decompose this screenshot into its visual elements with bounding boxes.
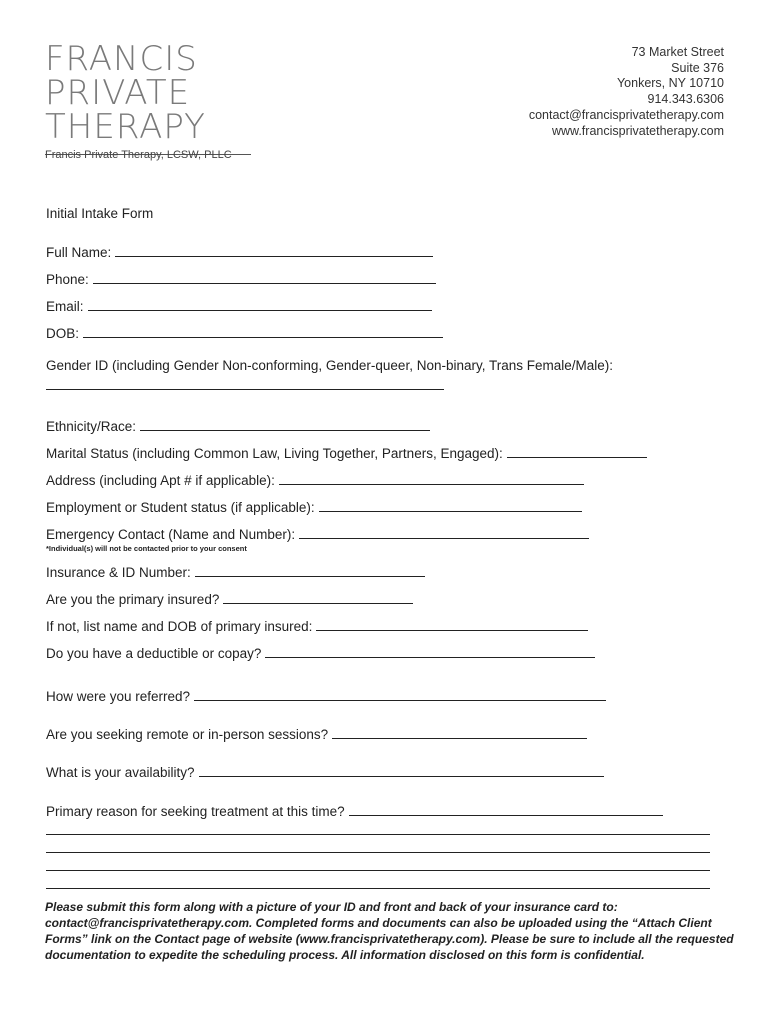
emergency-field [46, 527, 589, 542]
full-name-input[interactable] [115, 246, 433, 257]
reason-line-2[interactable] [46, 834, 710, 835]
reason-line-3[interactable] [46, 852, 710, 853]
contact-city: Yonkers, NY 10710 [616, 76, 724, 91]
emergency-footnote: *Individual(s) will not be contacted prior to your consent [46, 544, 247, 553]
address-label: Address (including Apt # if applicable): [46, 473, 275, 488]
deductible-label: Do you have a deductible or copay? [46, 646, 262, 661]
reason-label: Primary reason for seeking treatment at this time? [46, 804, 345, 819]
reason-line-4[interactable] [46, 870, 710, 871]
ethnicity-input[interactable] [140, 420, 430, 431]
gender-label: Gender ID (including Gender Non-conforming, Gender-queer, Non-binary, Trans Female/Male): [46, 358, 614, 373]
employment-field [46, 500, 582, 515]
marital-label: Marital Status (including Common Law, Living Together, Partners, Engaged): [46, 446, 503, 461]
primary-insured-field [46, 592, 413, 607]
ethnicity-field [46, 419, 430, 434]
emergency-input[interactable] [299, 528, 589, 539]
contact-block [529, 45, 724, 139]
reason-field [46, 804, 663, 819]
availability-input[interactable] [199, 766, 604, 777]
marital-input[interactable] [507, 447, 647, 458]
form-title: Initial Intake Form [46, 206, 154, 221]
logo-line-2: PRIVATE [45, 73, 191, 113]
sessions-input[interactable] [332, 728, 587, 739]
contact-street: 73 Market Street [631, 45, 724, 59]
referred-label: How were you referred? [46, 689, 191, 704]
employment-input[interactable] [319, 501, 582, 512]
firm-name: Francis Private Therapy, LCSW, PLLC [45, 149, 232, 161]
reason-input[interactable] [349, 805, 663, 816]
insurance-field [46, 565, 425, 580]
dob-field [46, 326, 443, 341]
reason-line-5[interactable] [46, 888, 710, 889]
availability-field [46, 765, 604, 780]
full-name-label: Full Name: [46, 245, 112, 260]
sessions-field [46, 727, 587, 742]
primary-insured-input[interactable] [223, 593, 413, 604]
gender-input[interactable] [46, 389, 444, 390]
logo-line-3: THERAPY [45, 107, 206, 147]
contact-phone: 914.343.6306 [647, 92, 724, 107]
primary-insured-label: Are you the primary insured? [46, 592, 220, 607]
referred-field [46, 689, 606, 704]
logo-line-1: FRANCIS [45, 39, 198, 79]
submission-instructions: Please submit this form along with a picture of your ID and front and back of your insurance card to: contact@francisprivatetherapy.com. Completed forms and documents can also be uploaded using the “Attach Client Forms” link on the Contact page of website (www.francisprivatetherapy.com). Please be sure to include all the requested documentation to expedite the scheduling process. All information disclosed on this form is confidential. [45, 900, 734, 962]
marital-field [46, 446, 647, 461]
availability-label: What is your availability? [46, 765, 195, 780]
insurance-label: Insurance & ID Number: [46, 565, 191, 580]
email-field [46, 299, 432, 314]
dob-label: DOB: [46, 326, 80, 341]
deductible-field [46, 646, 595, 661]
sessions-label: Are you seeking remote or in-person sessions? [46, 727, 329, 742]
address-input[interactable] [279, 474, 584, 485]
contact-email[interactable]: contact@francisprivatetherapy.com [528, 107, 724, 122]
full-name-field [46, 245, 433, 260]
phone-label: Phone: [46, 272, 89, 287]
address-field [46, 473, 584, 488]
if-not-input[interactable] [316, 620, 588, 631]
logo [45, 39, 251, 155]
referred-input[interactable] [194, 690, 606, 701]
contact-website[interactable]: www.francisprivatetherapy.com [551, 123, 724, 138]
email-label: Email: [46, 299, 84, 314]
contact-suite: Suite 376 [671, 60, 724, 75]
ethnicity-label: Ethnicity/Race: [46, 419, 137, 434]
deductible-input[interactable] [265, 647, 595, 658]
phone-input[interactable] [93, 273, 436, 284]
emergency-label: Emergency Contact (Name and Number): [46, 527, 296, 542]
gender-field [46, 358, 613, 373]
insurance-input[interactable] [195, 566, 425, 577]
if-not-field [46, 619, 588, 634]
email-input[interactable] [88, 300, 432, 311]
employment-label: Employment or Student status (if applicable): [46, 500, 315, 515]
if-not-label: If not, list name and DOB of primary insured: [46, 619, 313, 634]
phone-field [46, 272, 436, 287]
dob-input[interactable] [83, 327, 443, 338]
